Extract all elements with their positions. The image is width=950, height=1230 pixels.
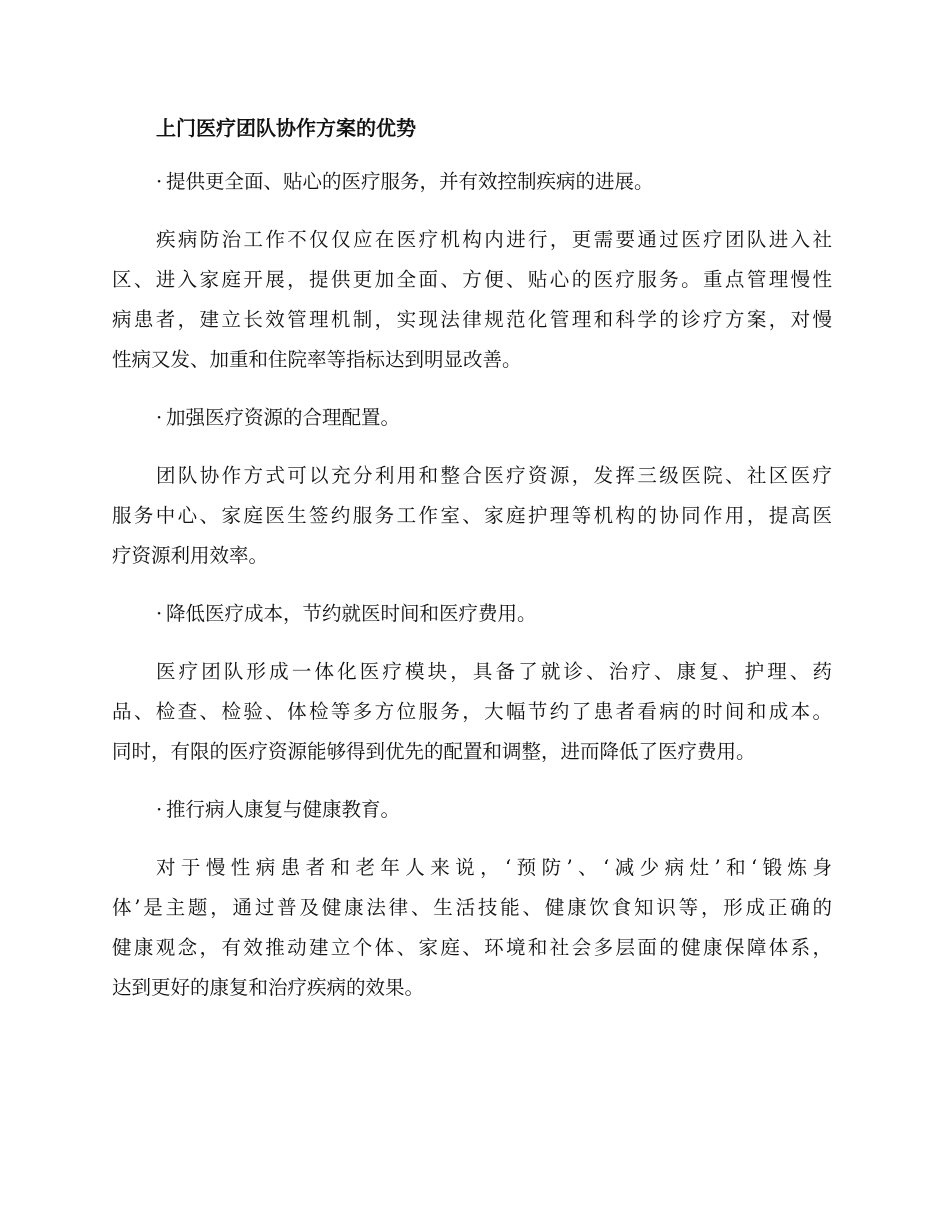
bullet-point [112, 794, 832, 826]
paragraph-line: 同时，有限的医疗资源能够得到优先的配置和调整，进而降低了医疗费用。 [112, 740, 756, 763]
document-body [112, 112, 832, 1008]
bullet-point [112, 402, 832, 434]
bullet-text: 推行病人康复与健康教育。 [166, 798, 401, 821]
bullet-text: 降低医疗成本，节约就医时间和医疗费用。 [166, 602, 537, 625]
body-paragraph [112, 848, 832, 1008]
bullet-text: 提供更全面、贴心的医疗服务，并有效控制疾病的进展。 [166, 170, 654, 193]
bullet-dot-icon: · [156, 798, 163, 821]
paragraph-line: 病患者，建立长效管理机制，实现法律规范化管理和科学的诊疗方案，对慢 [112, 308, 832, 331]
bullet-point [112, 166, 832, 198]
sections-container [112, 166, 832, 1008]
bullet-dot-icon: · [156, 602, 163, 625]
body-paragraph [112, 220, 832, 380]
paragraph-line: 性病又发、加重和住院率等指标达到明显改善。 [112, 348, 522, 371]
paragraph-line: 服务中心、家庭医生签约服务工作室、家庭护理等机构的协同作用，提高医 [112, 504, 832, 527]
bullet-dot-icon: · [156, 406, 163, 429]
paragraph-line: 品、检查、检验、体检等多方位服务，大幅节约了患者看病的时间和成本。 [112, 700, 832, 723]
bullet-text: 加强医疗资源的合理配置。 [166, 406, 401, 429]
paragraph-line: 疾病防治工作不仅仅应在医疗机构内进行，更需要通过医疗团队进入社 [156, 228, 832, 251]
paragraph-line: 区、进入家庭开展，提供更加全面、方便、贴心的医疗服务。重点管理慢性 [112, 268, 832, 291]
paragraph-line: 对于慢性病患者和老年人来说，‘预防’、‘减少病灶’和‘锻炼身 [156, 856, 832, 879]
body-paragraph [112, 652, 832, 772]
paragraph-line: 健康观念，有效推动建立个体、家庭、环境和社会多层面的健康保障体系， [112, 936, 832, 959]
document-heading: 上门医疗团队协作方案的优势 [156, 116, 416, 140]
bullet-dot-icon: · [156, 170, 163, 193]
paragraph-line: 医疗团队形成一体化医疗模块，具备了就诊、治疗、康复、护理、药 [156, 660, 832, 683]
paragraph-line: 达到更好的康复和治疗疾病的效果。 [112, 976, 425, 999]
paragraph-line: 体’是主题，通过普及健康法律、生活技能、健康饮食知识等，形成正确的 [112, 896, 832, 919]
paragraph-line: 团队协作方式可以充分利用和整合医疗资源，发挥三级医院、社区医疗 [156, 464, 832, 487]
body-paragraph [112, 456, 832, 576]
paragraph-line: 疗资源利用效率。 [112, 544, 269, 567]
bullet-point [112, 598, 832, 630]
